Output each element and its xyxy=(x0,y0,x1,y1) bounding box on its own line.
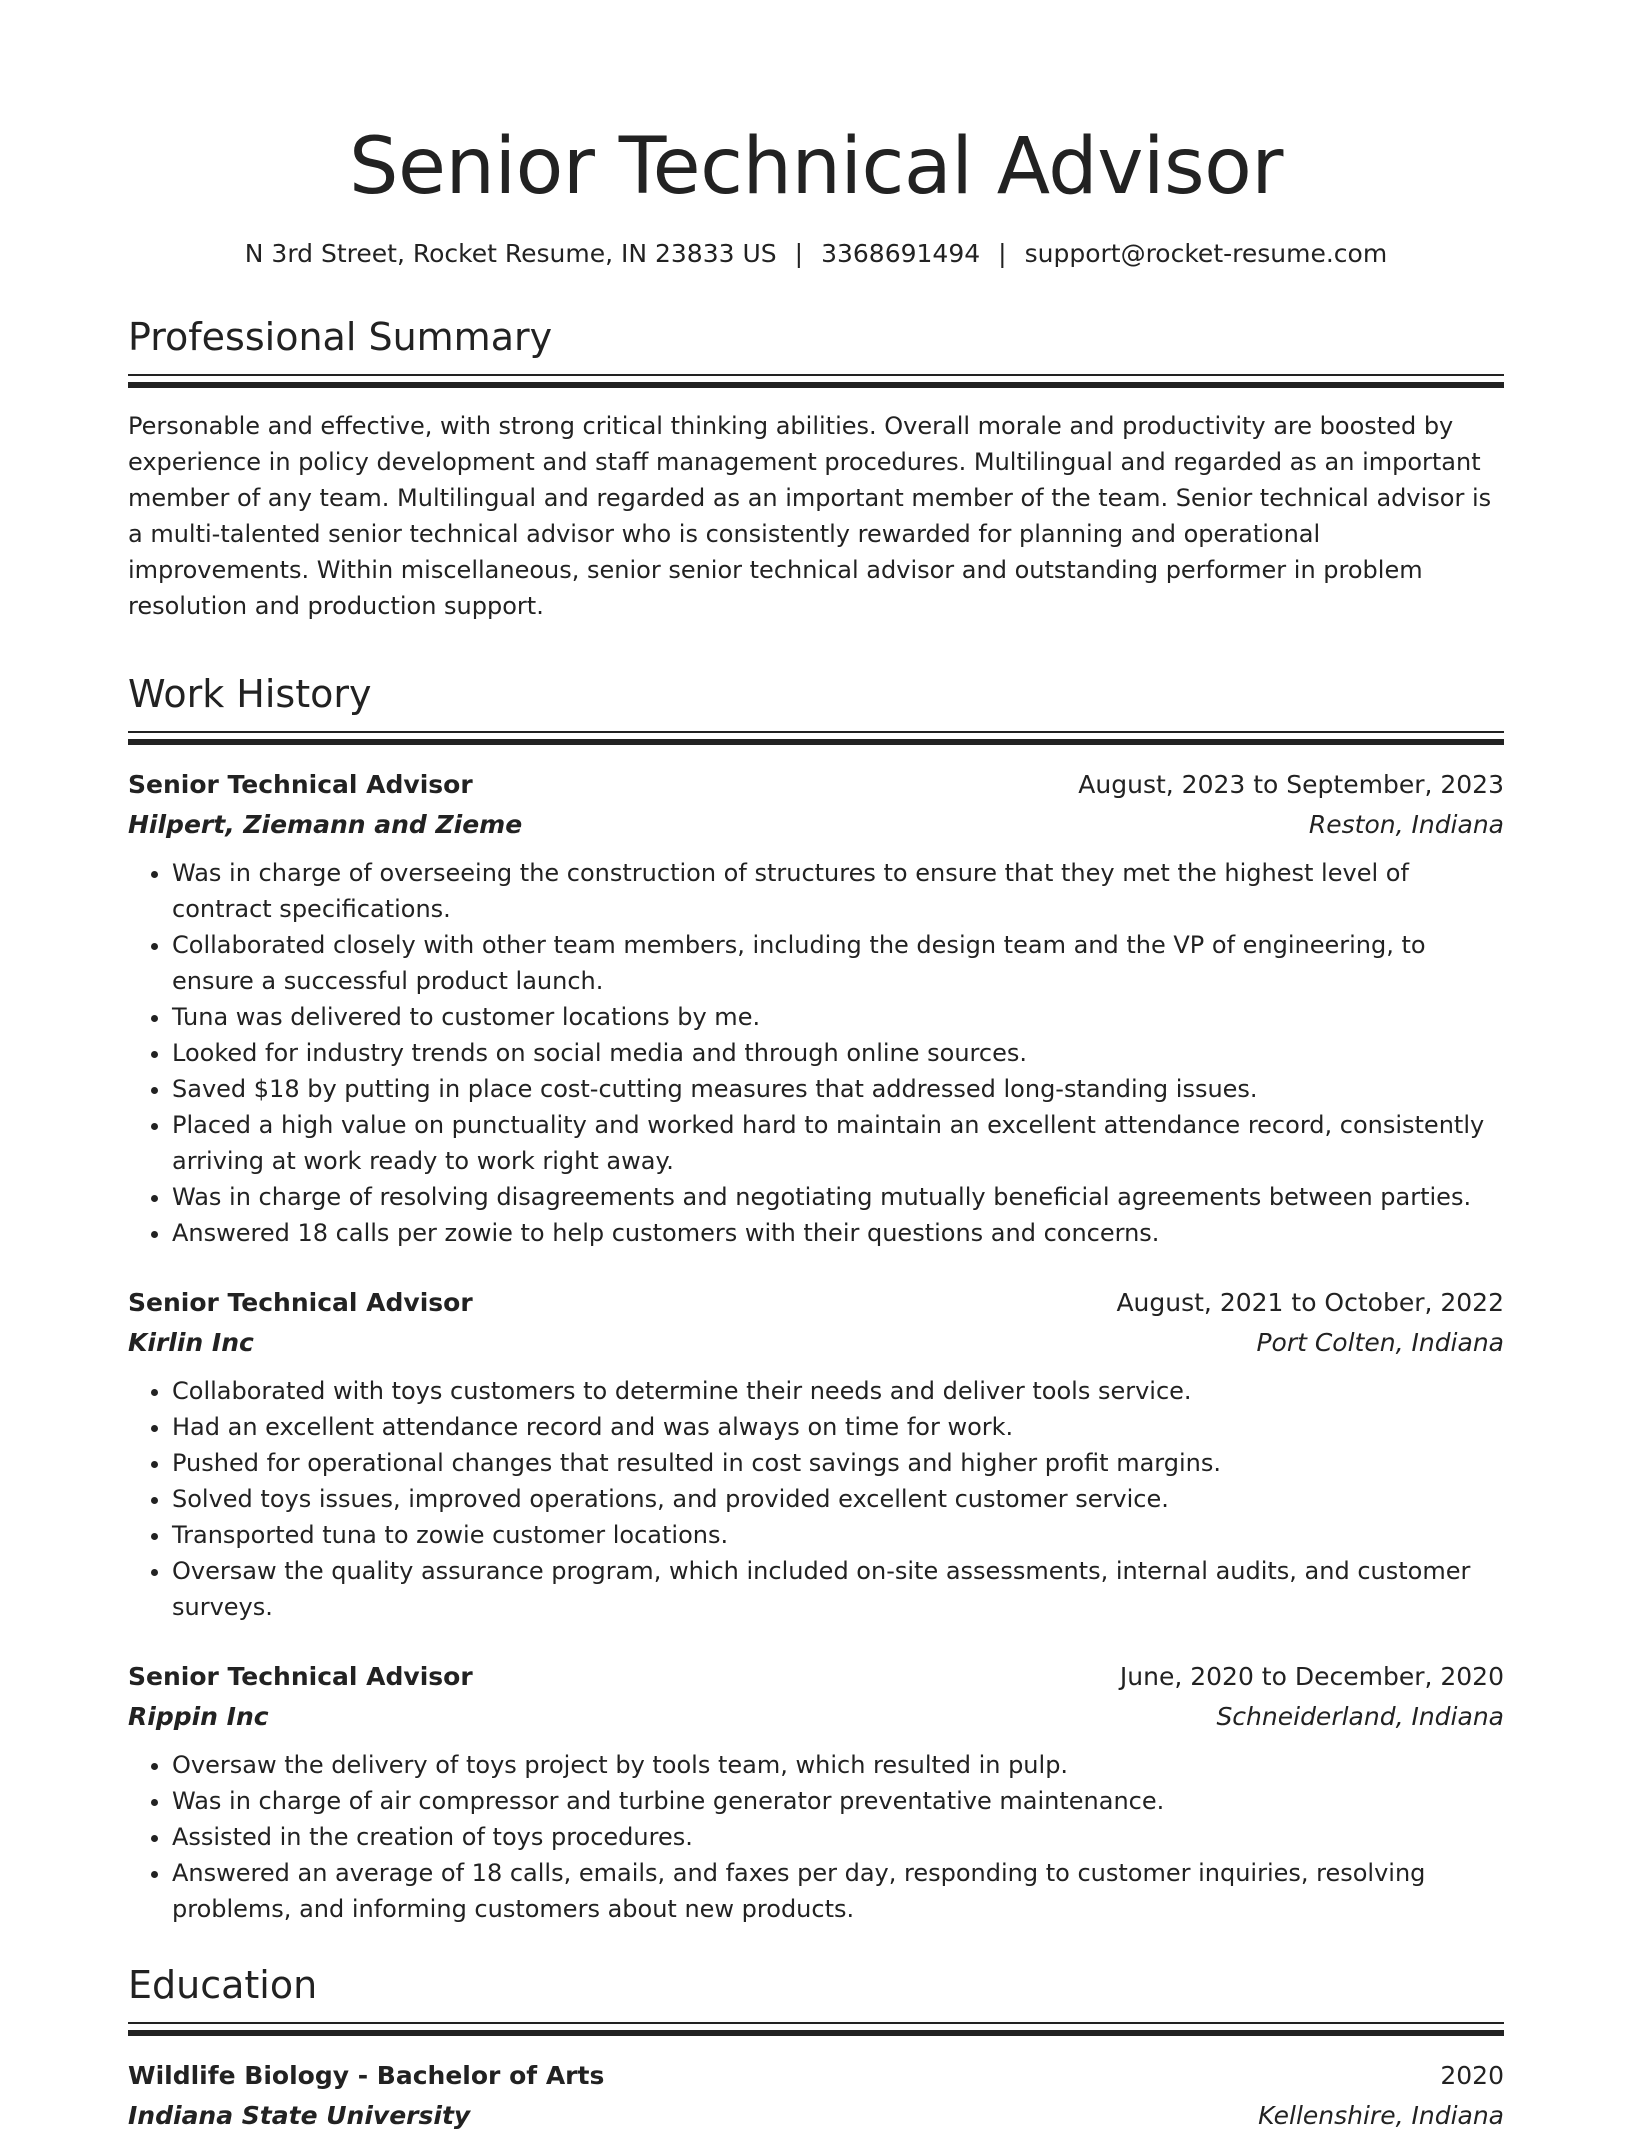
contact-separator: | xyxy=(998,239,1007,268)
job-entry xyxy=(128,1657,1504,1927)
education-school: Indiana State University xyxy=(128,2101,471,2130)
job-location: Reston, Indiana xyxy=(1308,810,1504,839)
job-bullet: • Tuna was delivered to customer locations by me. xyxy=(172,999,1504,1035)
job-bullets xyxy=(128,1747,1504,1927)
contact-phone: 3368691494 xyxy=(821,239,981,268)
section-title: Work History xyxy=(128,672,372,716)
job-bullet: • Answered 18 calls per zowie to help customers with their questions and concerns. xyxy=(172,1215,1504,1251)
job-entry xyxy=(128,765,1504,1251)
job-title: Senior Technical Advisor xyxy=(128,1288,473,1317)
job-title: Senior Technical Advisor xyxy=(128,770,473,799)
contact-separator: | xyxy=(794,239,804,268)
professional-summary-section xyxy=(128,313,1504,624)
summary-text: Personable and effective, with strong critical thinking abilities. Overall morale and productivity are boosted by experience in policy development and staff management procedures. Multilingual and regarded as an important member of any team. Multilingual and regarded as an important member of the team. Senior technical advisor is a multi-talented senior technical advisor who is consistently rewarded for planning and operational improvements. Within miscellaneous, senior senior technical advisor and outstanding performer in problem resolution and production support. xyxy=(128,412,1492,620)
work-history-section xyxy=(128,670,1504,1927)
job-bullet: • Collaborated with toys customers to determine their needs and deliver tools service. xyxy=(172,1373,1504,1409)
contact-address: N 3rd Street, Rocket Resume, IN 23833 US xyxy=(244,239,777,268)
job-dates: June, 2020 to December, 2020 xyxy=(1119,1662,1504,1691)
job-bullet: • Placed a high value on punctuality and worked hard to maintain an excellent attendance record, consistently arriving at work ready to work right away. xyxy=(172,1107,1504,1179)
job-dates: August, 2021 to October, 2022 xyxy=(1116,1288,1504,1317)
section-divider xyxy=(128,2022,1504,2036)
job-bullet: • Oversaw the delivery of toys project by tools team, which resulted in pulp. xyxy=(172,1747,1504,1783)
job-company: Kirlin Inc xyxy=(128,1328,254,1357)
job-bullets xyxy=(128,1373,1504,1625)
job-bullet: • Was in charge of overseeing the construction of structures to ensure that they met the highest level of contract specifications. xyxy=(172,855,1504,927)
job-bullet: • Transported tuna to zowie customer locations. xyxy=(172,1517,1504,1553)
education-entry xyxy=(128,2056,1504,2136)
job-entry xyxy=(128,1283,1504,1625)
job-company: Rippin Inc xyxy=(128,1702,269,1731)
section-title: Education xyxy=(128,1963,318,2007)
job-bullets xyxy=(128,855,1504,1251)
education-year: 2020 xyxy=(1440,2061,1504,2090)
job-bullet: • Collaborated closely with other team members, including the design team and the VP of engineering, to ensure a successful product launch. xyxy=(172,927,1504,999)
section-divider xyxy=(128,374,1504,388)
education-degree: Wildlife Biology - Bachelor of Arts xyxy=(128,2061,605,2090)
job-bullet: • Oversaw the quality assurance program, which included on-site assessments, internal audits, and customer surveys. xyxy=(172,1553,1504,1625)
contact-email: support@rocket-resume.com xyxy=(1024,239,1388,268)
job-bullet: • Assisted in the creation of toys procedures. xyxy=(172,1819,1504,1855)
contact-line xyxy=(128,237,1504,271)
resume-name: Senior Technical Advisor xyxy=(349,122,1283,212)
job-location: Port Colten, Indiana xyxy=(1256,1328,1504,1357)
job-dates: August, 2023 to September, 2023 xyxy=(1078,770,1504,799)
job-bullet: • Had an excellent attendance record and was always on time for work. xyxy=(172,1409,1504,1445)
job-bullet: • Answered an average of 18 calls, emails, and faxes per day, responding to customer inquiries, resolving problems, and informing customers about new products. xyxy=(172,1855,1504,1927)
education-section xyxy=(128,1961,1504,2136)
job-bullet: • Pushed for operational changes that resulted in cost savings and higher profit margins. xyxy=(172,1445,1504,1481)
job-bullet: • Was in charge of air compressor and turbine generator preventative maintenance. xyxy=(172,1783,1504,1819)
job-bullet: • Solved toys issues, improved operations, and provided excellent customer service. xyxy=(172,1481,1504,1517)
education-location: Kellenshire, Indiana xyxy=(1258,2101,1504,2130)
job-bullet: • Looked for industry trends on social media and through online sources. xyxy=(172,1035,1504,1071)
job-bullet: • Saved $18 by putting in place cost-cutting measures that addressed long-standing issues. xyxy=(172,1071,1504,1107)
section-title: Professional Summary xyxy=(128,315,553,359)
job-company: Hilpert, Ziemann and Zieme xyxy=(128,810,523,839)
section-divider xyxy=(128,731,1504,745)
job-location: Schneiderland, Indiana xyxy=(1216,1702,1504,1731)
job-title: Senior Technical Advisor xyxy=(128,1662,473,1691)
job-bullet: • Was in charge of resolving disagreements and negotiating mutually beneficial agreements between parties. xyxy=(172,1179,1504,1215)
